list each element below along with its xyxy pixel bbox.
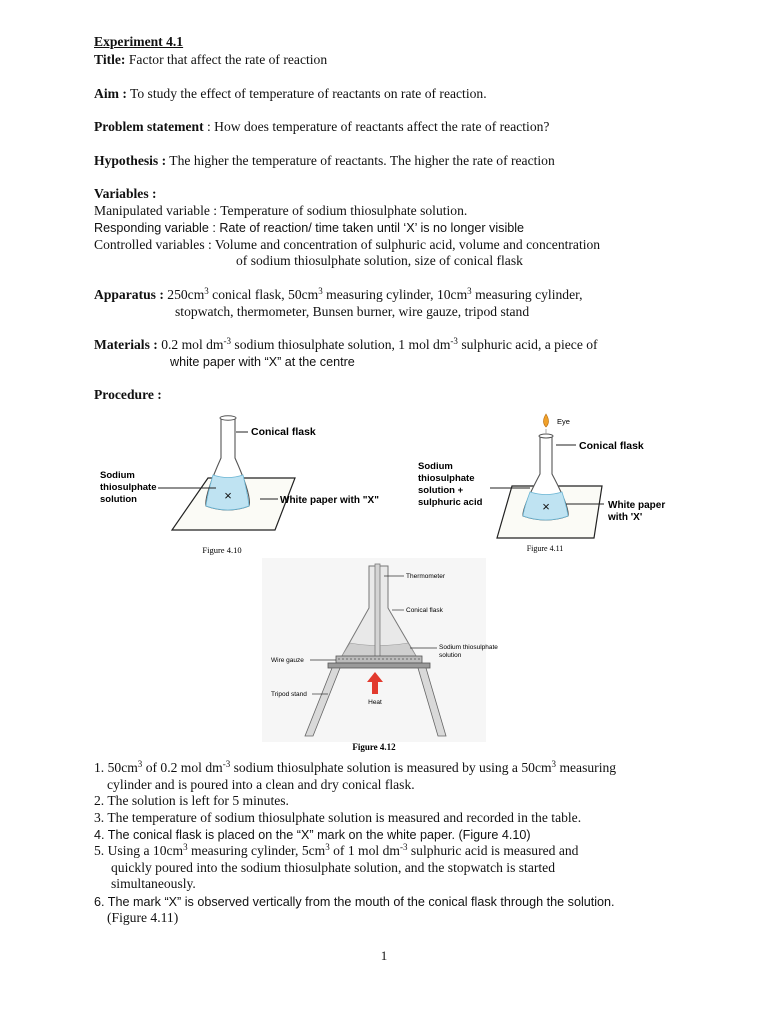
- aim-line: [94, 86, 487, 103]
- experiment-heading: Experiment 4.1: [94, 34, 184, 49]
- eye-icon: [544, 414, 549, 427]
- label-solution-411-2: thiosulphate: [418, 473, 475, 484]
- label-solution-410-2: thiosulphate: [100, 482, 157, 493]
- label-wire-gauze-412: Wire gauze: [271, 657, 304, 664]
- figure-4-10: [100, 416, 379, 555]
- hypothesis-line: [94, 153, 555, 170]
- materials-label: Materials :: [94, 337, 158, 352]
- manipulated-variable: Manipulated variable : Temperature of sodium thiosulphate solution.: [94, 203, 468, 218]
- problem-statement-text: : How does temperature of reactants affect the rate of reaction?: [203, 119, 550, 134]
- controlled-variables-2: of sodium thiosulphate solution, size of conical flask: [236, 253, 523, 268]
- apparatus-line-1: Apparatus : $250cm^3$ conical flask, $50cm^3$ measuring cylinder, $10cm^3$ measuring cylinder,: [94, 286, 583, 302]
- label-solution-410-1: Sodium: [100, 470, 135, 481]
- procedure-label: Procedure :: [94, 387, 162, 402]
- procedure-figures: [0, 410, 768, 755]
- controlled-variables-1: Controlled variables : Volume and concentration of sulphuric acid, volume and concentration: [94, 237, 601, 252]
- step-5-line-3: simultaneously.: [111, 876, 196, 891]
- thermometer-412: [375, 564, 380, 660]
- apparatus-line-2: stopwatch, thermometer, Bunsen burner, wire gauze, tripod stand: [175, 304, 530, 319]
- aim-text: To study the effect of temperature of reactants on rate of reaction.: [126, 86, 487, 101]
- label-thermometer-412: Thermometer: [406, 573, 446, 580]
- step-4: 4. The conical flask is placed on the “X” mark on the white paper. (Figure 4.10): [94, 828, 531, 842]
- step-2: 2. The solution is left for 5 minutes.: [94, 793, 289, 808]
- step-3: 3. The temperature of sodium thiosulphate solution is measured and recorded in the table.: [94, 810, 582, 825]
- title-line: [94, 52, 327, 69]
- caption-figure-4-11: Figure 4.11: [526, 544, 564, 553]
- step-6-line-2: (Figure 4.11): [107, 910, 179, 925]
- hypothesis-label: Hypothesis :: [94, 153, 167, 168]
- label-white-paper-411-2: with 'X': [608, 512, 643, 523]
- apparatus-label: Apparatus :: [94, 287, 164, 302]
- title-label: Title:: [94, 52, 126, 67]
- label-eye-411: Eye: [557, 417, 570, 426]
- label-tripod-stand-412: Tripod stand: [271, 691, 307, 698]
- label-white-paper-410: White paper with "X": [280, 495, 379, 506]
- problem-statement-label: Problem statement: [94, 119, 204, 134]
- step-5-line-2: quickly poured into the sodium thiosulphate solution, and the stopwatch is started: [111, 860, 556, 875]
- step-1-line-1: 1. $50cm^3$ of 0.2 mol $dm^{-3}$ sodium thiosulphate solution is measured by using a $50cm^3$ measuring: [94, 759, 617, 775]
- wire-gauze-412: [336, 656, 422, 663]
- title-text: Factor that affect the rate of reaction: [125, 52, 328, 67]
- step-6-line-1: 6. The mark “X” is observed vertically from the mouth of the conical flask through the solution.: [94, 895, 615, 909]
- caption-figure-4-10: Figure 4.10: [202, 545, 242, 555]
- label-solution-411-4: sulphuric acid: [418, 497, 483, 508]
- label-solution-410-3: solution: [100, 494, 137, 505]
- step-5-line-1: 5. Using a $10cm^3$ measuring cylinder, $5cm^3$ of 1 mol $dm^{-3}$ sulphuric acid is measured and: [94, 842, 579, 858]
- figure-4-11: [418, 414, 665, 553]
- label-solution-411-1: Sodium: [418, 461, 453, 472]
- label-solution-412-2: solution: [439, 652, 462, 659]
- label-conical-flask-410: Conical flask: [251, 426, 316, 438]
- materials-line-2: white paper with “X” at the centre: [170, 355, 355, 369]
- label-solution-411-3: solution +: [418, 485, 464, 496]
- step-1-line-2: cylinder and is poured into a clean and dry conical flask.: [107, 777, 415, 792]
- x-mark-410: ×: [224, 488, 232, 503]
- label-conical-flask-411: Conical flask: [579, 440, 644, 452]
- problem-statement-line: [94, 119, 549, 136]
- label-solution-412-1: Sodium thiosulphate: [439, 644, 498, 651]
- variables-label: Variables :: [94, 186, 157, 201]
- materials-line-1: Materials : 0.2 mol $dm^{-3}$ sodium thiosulphate solution, 1 mol $dm^{-3}$ sulphuric acid, a piece of: [94, 336, 598, 352]
- label-white-paper-411-1: White paper: [608, 500, 666, 511]
- page-number: 1: [380, 948, 388, 963]
- x-mark-411: ×: [542, 499, 550, 514]
- responding-variable: Responding variable : Rate of reaction/ time taken until ‘X’ is no longer visible: [94, 221, 525, 235]
- caption-figure-4-12: Figure 4.12: [352, 742, 396, 752]
- aim-label: Aim :: [94, 86, 127, 101]
- label-heat-412: Heat: [368, 699, 382, 706]
- hypothesis-text: The higher the temperature of reactants. The higher the rate of reaction: [166, 153, 555, 168]
- label-conical-flask-412: Conical flask: [406, 607, 443, 614]
- figure-4-12: [262, 558, 498, 752]
